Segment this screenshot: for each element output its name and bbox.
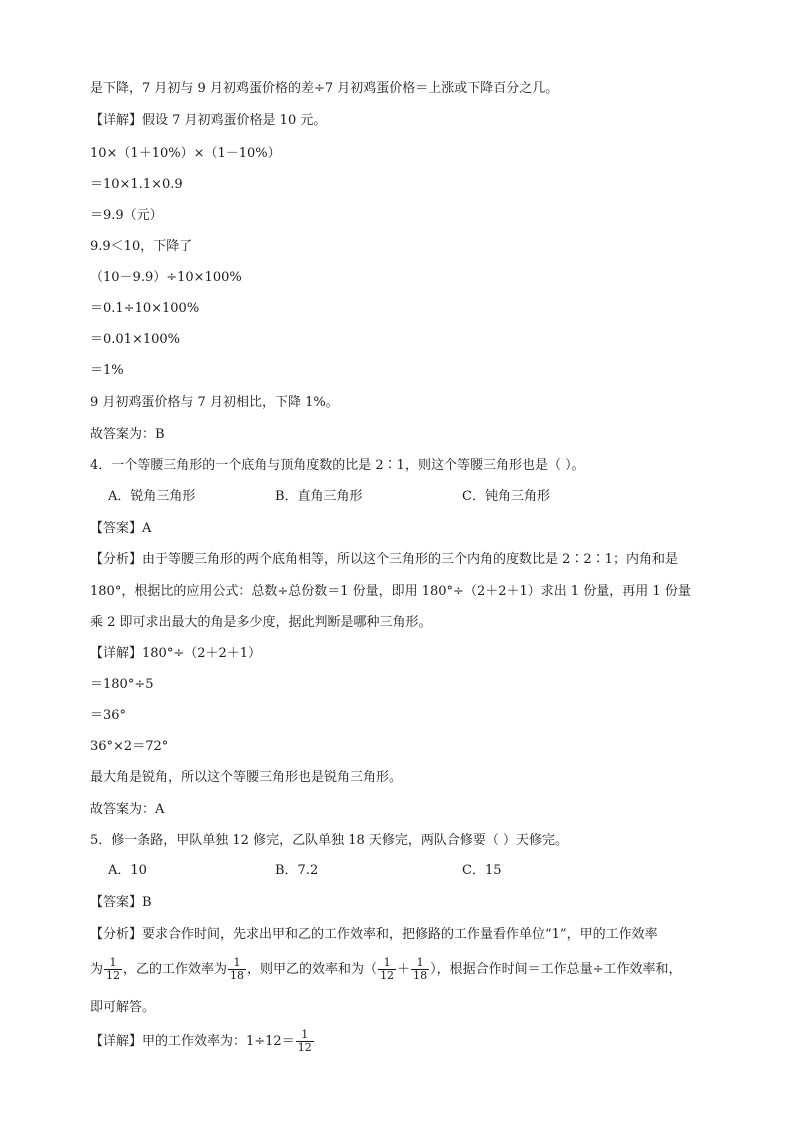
text-line: 乘 2 即可求出最大的角是多少度，据此判断是哪种三角形。 [90, 615, 432, 630]
text-line: ＝36° [90, 708, 127, 723]
answer-line: 【答案】A [90, 521, 152, 536]
text-line: 180°，根据比的应用公式：总数÷总份数＝1 份量，即用 180°÷（2＋2＋1）求出 1 份量，再用 1 份量 [90, 584, 691, 599]
question-4: 4．一个等腰三角形的一个底角与顶角度数的比是 2∶1，则这个等腰三角形也是（ ）。 [90, 458, 585, 473]
option-a: A．10 [108, 863, 147, 878]
denominator: 18 [413, 969, 428, 982]
right-paren: ） [430, 962, 437, 977]
numerator: 1 [378, 957, 396, 970]
question-5: 5．修一条路，甲队单独 12 修完，乙队单独 18 天修完，两队合修要（ ）天修完。 [90, 833, 569, 848]
denominator: 12 [106, 969, 121, 982]
numerator: 1 [296, 1029, 314, 1042]
text-segment: 为 [90, 962, 104, 977]
answer-line: 【答案】B [90, 895, 152, 910]
analysis-line: 【分析】由于等腰三角形的两个底角相等，所以这个三角形的三个内角的度数比是 2∶2∶1；内角和是 [90, 552, 678, 567]
text-line: 36°×2＝72° [90, 739, 169, 754]
left-paren: （ [364, 962, 378, 977]
analysis-line: 【分析】要求合作时间，先求出甲和乙的工作效率和，把修路的工作量看作单位“1”，甲的工作效率 [90, 927, 658, 942]
text-line: （10－9.9）÷10×100% [90, 270, 242, 285]
text-line: 故答案为：B [90, 427, 165, 442]
option-a: A．锐角三角形 [108, 489, 196, 504]
plus-sign: ＋ [397, 962, 411, 977]
detail-line: 【详解】180°÷（2＋2＋1） [90, 646, 262, 661]
text-line: ＝0.01×100% [90, 332, 181, 347]
text-line: 【详解】假设 7 月初鸡蛋价格是 10 元。 [90, 113, 327, 128]
fraction-line [90, 955, 682, 985]
text-line: 9.9＜10，下降了 [90, 239, 193, 254]
fraction-one-twelfth [378, 957, 396, 982]
denominator: 18 [230, 969, 245, 982]
text-line: ＝180°÷5 [90, 677, 154, 692]
text-segment: ，根据合作时间＝工作总量÷工作效率和， [436, 962, 682, 977]
text-segment: ，则甲乙的效率和为 [247, 962, 365, 977]
numerator: 1 [228, 957, 246, 970]
fraction-one-twelfth [104, 957, 122, 982]
text-line: 最大角是锐角，所以这个等腰三角形也是锐角三角形。 [90, 770, 403, 785]
option-b: B．7.2 [275, 863, 319, 878]
question-5-options [0, 862, 794, 880]
numerator: 1 [411, 957, 429, 970]
fraction-one-eighteenth [228, 957, 246, 982]
text-segment: ，乙的工作效率为 [123, 962, 228, 977]
text-line: ＝1% [90, 363, 124, 378]
text-line: 故答案为：A [90, 802, 165, 817]
text-segment: 【详解】甲的工作效率为：1÷12＝ [90, 1034, 295, 1049]
text-line: 是下降，7 月初与 9 月初鸡蛋价格的差÷7 月初鸡蛋价格＝上涨或下降百分之几。 [90, 81, 559, 96]
option-c: C．钝角三角形 [462, 489, 550, 504]
fraction-line [90, 1027, 315, 1057]
text-line: ＝9.9（元） [90, 208, 163, 223]
text-line: 即可解答。 [90, 1000, 156, 1015]
fraction-one-eighteenth [411, 957, 429, 982]
text-line: ＝10×1.1×0.9 [90, 177, 183, 192]
text-line: 9 月初鸡蛋价格与 7 月初相比，下降 1%。 [90, 395, 339, 410]
text-line: ＝0.1÷10×100% [90, 301, 200, 316]
denominator: 12 [297, 1041, 312, 1054]
fraction-one-twelfth [296, 1029, 314, 1054]
text-line: 10×（1＋10%）×（1－10%） [90, 146, 281, 161]
option-c: C．15 [462, 863, 502, 878]
denominator: 12 [380, 969, 395, 982]
numerator: 1 [104, 957, 122, 970]
question-4-options [0, 488, 794, 506]
option-b: B．直角三角形 [275, 489, 363, 504]
